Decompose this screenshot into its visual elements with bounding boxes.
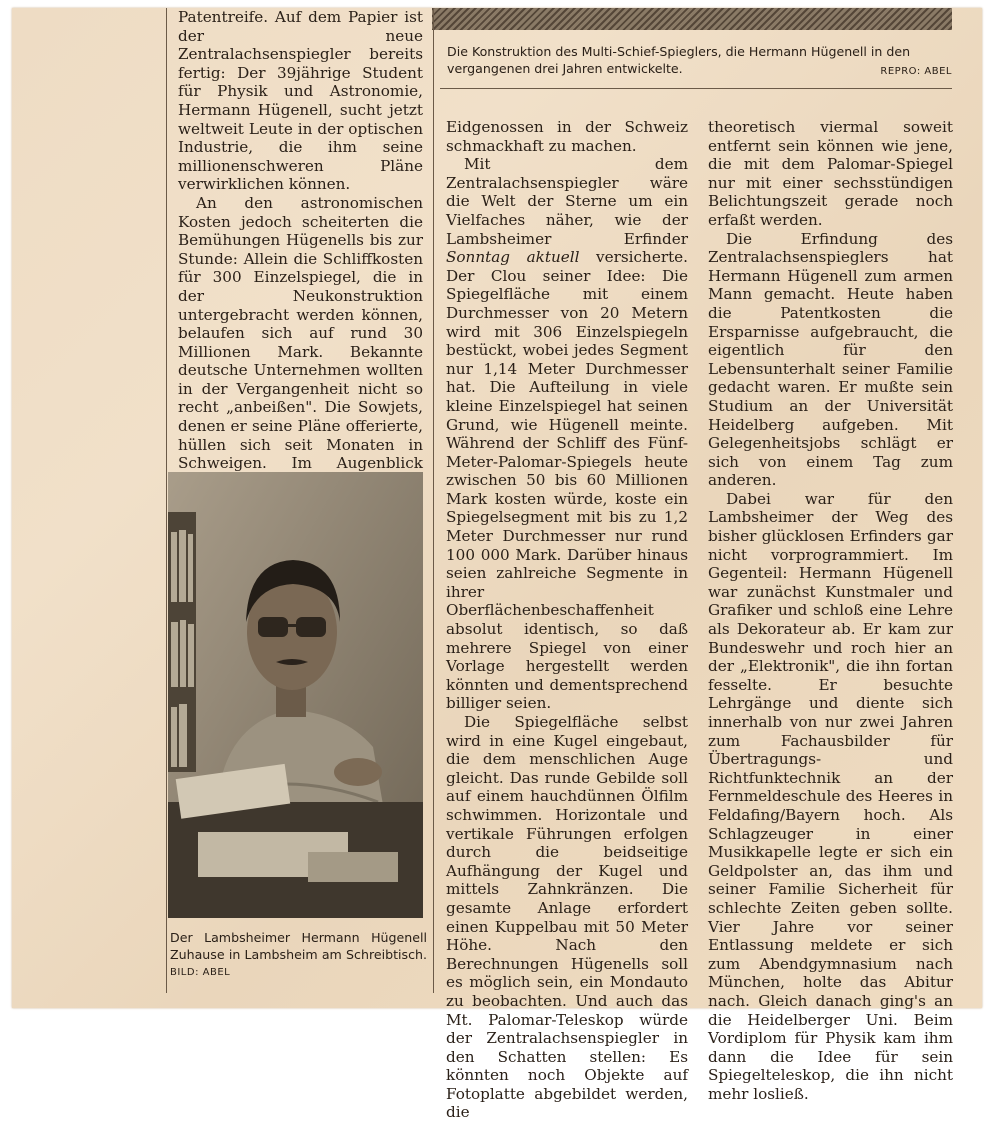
portrait-illustration [168, 472, 423, 918]
caption-text: Die Konstruktion des Multi-Schief-Spieglers, die Hermann Hügenell in den vergangenen drei Jahren entwickelte. [447, 44, 911, 76]
paragraph: Patentreife. Auf dem Papier ist der neue Zentralachsenspiegler bereits fertig: Der 39jährige Student für Physik und Astronomie, Hermann Hügenell, sucht jetzt weltweit Leute in der optischen Industrie, die ihm seine millionenschweren Pläne verwirklichen können. [178, 8, 423, 194]
paragraph: Die Erfindung des Zentralachsenspieglers hat Hermann Hügenell zum armen Mann gemacht. Heute haben die Patentkosten die Ersparnisse aufgebraucht, die eigentlich für den Lebensunterhalt seiner Familie gedacht waren. Er mußte sein Studium an der Universität Heidelberg aufgeben. Mit Gelegenheitsjobs schlägt er sich von einem Tag zum anderen. [708, 229, 953, 490]
publication-name: Sonntag aktuell [446, 248, 580, 267]
paragraph: Mit dem Zentralachsenspiegler wäre die Welt der Sterne um ein Vielfaches näher, wie der Lambsheimer Erfinder Sonntag aktuell versicherte. Der Clou seiner Idee: Die Spiegelfläche mit einem Durchmesser von 20 Metern wird mit 306 Einzelspiegeln bestückt, wobei jedes Segment nur 1,14 Meter Durchmesser hat. Die Aufteilung in viele kleine Einzelspiegel hat seinen Grund, wie Hügenell meinte. Während der Schliff des Fünf-Meter-Palomar-Spiegels heute zwischen 50 bis 60 Millionen Mark kosten würde, koste ein Spiegelsegment mit bis zu 1,2 Meter Durchmesser nur rund 100 000 Mark. Darüber hinaus seien zahlreiche Segmente in ihrer Oberflächenbeschaffenheit absolut identisch, so daß mehrere Spiegel von einer Vorlage hergestellt werden könnten und dementsprechend billiger seien. [446, 155, 688, 713]
paragraph: Die Spiegelfläche selbst wird in eine Kugel eingebaut, die dem menschlichen Auge gleicht. Das runde Gebilde soll auf einem hauchdünnen Ölfilm schwimmen. Horizontale und vertikale Führungen erfolgen durch die beidseitige Aufhängung der Kugel und mittels Zahnkränzen. Die gesamte Anlage erfordert einen Kuppelbau mit 50 Meter Höhe. Nach den Berechnungen Hügenells soll es möglich sein, ein Mondauto zu beobachten. Und auch das Mt. Palomar-Teleskop würde der Zentralachsenspiegler in den Schatten stellen: Es könnten noch Objekte auf Fotoplatte abgebildet werden, die [446, 713, 688, 1122]
construction-diagram-image [432, 8, 952, 30]
portrait-photo [168, 472, 423, 918]
column-rule-left [166, 8, 167, 993]
caption-credit: REPRO: ABEL [880, 65, 952, 77]
paragraph: An den astronomischen Kosten jedoch scheiterten die Bemühungen Hügenells bis zur Stunde: Allein die Schliffkosten für 300 Einzelspiegel, die in der Neukonstruktion untergebracht werden können, belaufen sich auf rund 30 Millionen Mark. Bekannte deutsche Unternehmen wollten in der Vergangenheit nicht so recht „anbeißen". Die Sowjets, denen er seine Pläne offerierte, hüllen sich seit Monaten in Schweigen. Im Augenblick [178, 193, 423, 473]
caption-credit: BILD: ABEL [170, 967, 231, 978]
caption-rule [440, 88, 952, 89]
column-2-text [446, 118, 688, 1122]
paragraph: Dabei war für den Lambsheimer der Weg des bisher glücklosen Erfinders gar nicht vorprogrammiert. Im Gegenteil: Hermann Hügenell war zunächst Kunstmaler und Grafiker und schloß eine Lehre als Dekorateur ab. Er kam zur Bundeswehr und roch hier an der „Elektronik", die ihn fortan fesselte. Er besuchte Lehrgänge und diente sich innerhalb von nur zwei Jahren zum Fachausbilder für Übertragungs- und Richtfunktechnik an der Fernmeldeschule des Heeres in Feldafing/Bayern hoch. Als Schlagzeuger in einer Musikkapelle legte er sich ein Geldpolster an, das ihm und seiner Familie Sicherheit für schlechte Zeiten geben sollte. Vier Jahre vor seiner Entlassung meldete er sich zum Abendgymnasium nach München, holte das Abitur nach. Gleich danach ging's an die Heidelberger Uni. Beim Vordiplom für Physik kam ihm dann die Idee für sein Spiegelteleskop, die ihn nicht mehr losließ. [708, 489, 953, 1103]
caption-text: Der Lambsheimer Hermann Hügenell Zuhause in Lambsheim am Schreibtisch. [170, 930, 427, 962]
column-1-text [178, 8, 423, 510]
paragraph: Eidgenossen in der Schweiz schmackhaft zu machen. [446, 118, 688, 155]
paragraph: theoretisch viermal soweit entfernt sein können wie jene, die mit dem Palomar-Spiegel nur mit einer sechsstündigen Belichtungszeit gerade noch erfaßt werden. [708, 118, 953, 229]
column-rule-middle [433, 8, 434, 993]
photo-caption [170, 930, 427, 982]
column-3-text [708, 118, 953, 1103]
diagram-caption [447, 44, 952, 80]
